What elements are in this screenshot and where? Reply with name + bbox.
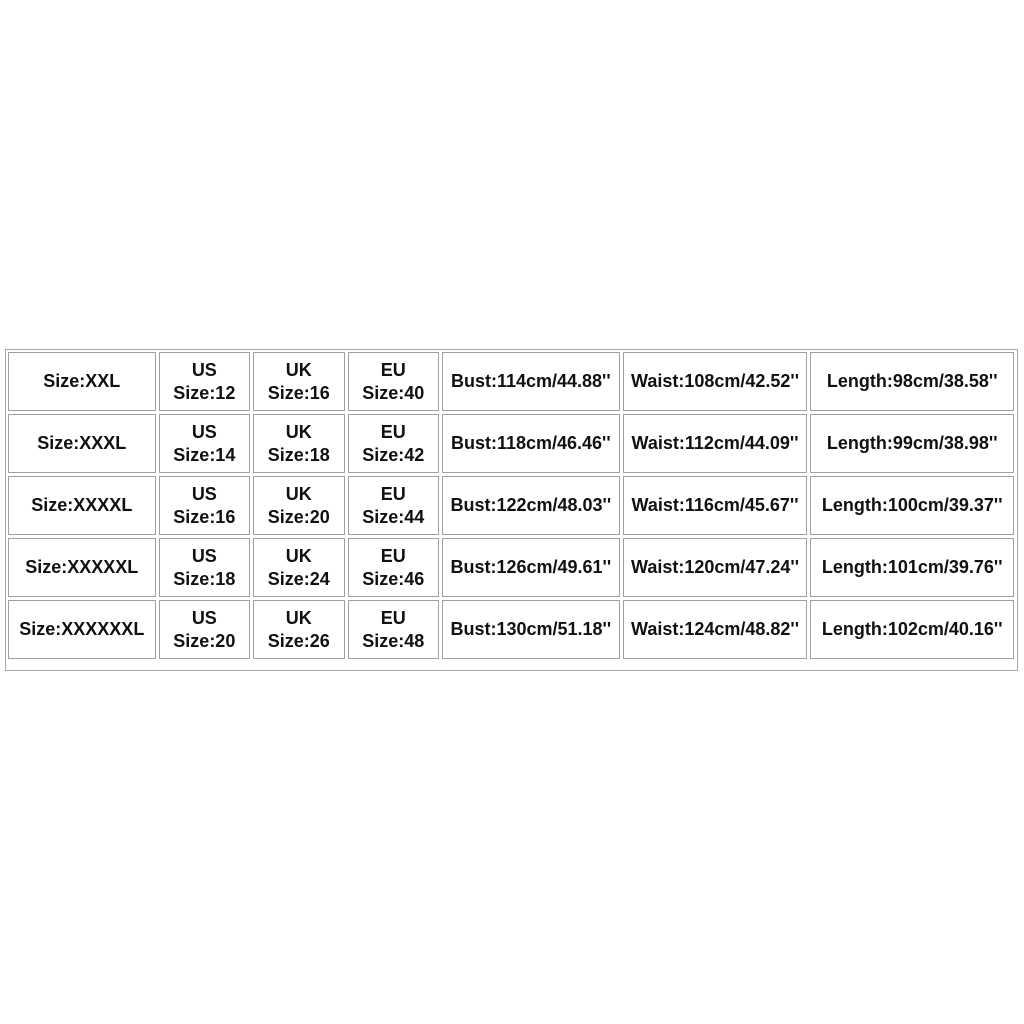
uk-size-cell [253, 352, 344, 411]
us-label: US [191, 359, 217, 380]
table-row [8, 414, 1014, 473]
us-size-cell [159, 600, 250, 659]
length-cell: Length:98cm/38.58'' [810, 352, 1014, 411]
us-size-cell [159, 352, 250, 411]
uk-label: UK [285, 359, 312, 380]
table-row [8, 352, 1014, 411]
uk-label: UK [285, 607, 312, 628]
uk-size-cell [253, 538, 344, 597]
size-label-cell: Size:XXXL [8, 414, 156, 473]
eu-size-value: Size:48 [362, 630, 425, 651]
uk-label: UK [285, 483, 312, 504]
eu-size-cell [348, 600, 439, 659]
length-cell: Length:102cm/40.16'' [810, 600, 1014, 659]
uk-size-value: Size:26 [267, 630, 330, 651]
us-size-cell [159, 476, 250, 535]
waist-cell: Waist:112cm/44.09'' [623, 414, 808, 473]
table-row [8, 600, 1014, 659]
us-label: US [191, 607, 217, 628]
bust-cell: Bust:126cm/49.61'' [442, 538, 620, 597]
us-size-value: Size:16 [173, 506, 236, 527]
uk-size-cell [253, 476, 344, 535]
waist-cell: Waist:116cm/45.67'' [623, 476, 808, 535]
uk-label: UK [285, 421, 312, 442]
uk-size-value: Size:16 [267, 382, 330, 403]
uk-size-cell [253, 414, 344, 473]
eu-size-value: Size:46 [362, 568, 425, 589]
size-label-cell: Size:XXXXXL [8, 538, 156, 597]
us-size-cell [159, 538, 250, 597]
uk-size-cell [253, 600, 344, 659]
us-size-value: Size:12 [173, 382, 236, 403]
uk-size-value: Size:24 [267, 568, 330, 589]
eu-size-value: Size:42 [362, 444, 425, 465]
size-label-cell: Size:XXL [8, 352, 156, 411]
eu-label: EU [380, 607, 406, 628]
table-row [8, 476, 1014, 535]
waist-cell: Waist:108cm/42.52'' [623, 352, 808, 411]
size-table [5, 349, 1017, 662]
bust-cell: Bust:130cm/51.18'' [442, 600, 620, 659]
bust-cell: Bust:118cm/46.46'' [442, 414, 620, 473]
bust-cell: Bust:122cm/48.03'' [442, 476, 620, 535]
bust-cell: Bust:114cm/44.88'' [442, 352, 620, 411]
length-cell: Length:100cm/39.37'' [810, 476, 1014, 535]
eu-size-cell [348, 538, 439, 597]
eu-size-cell [348, 414, 439, 473]
size-label-cell: Size:XXXXXXL [8, 600, 156, 659]
table-row [8, 538, 1014, 597]
us-size-value: Size:18 [173, 568, 236, 589]
us-size-value: Size:20 [173, 630, 236, 651]
uk-size-value: Size:20 [267, 506, 330, 527]
eu-size-cell [348, 352, 439, 411]
us-label: US [191, 421, 217, 442]
us-label: US [191, 483, 217, 504]
us-size-value: Size:14 [173, 444, 236, 465]
eu-size-cell [348, 476, 439, 535]
eu-label: EU [380, 483, 406, 504]
uk-size-value: Size:18 [267, 444, 330, 465]
length-cell: Length:101cm/39.76'' [810, 538, 1014, 597]
eu-label: EU [380, 421, 406, 442]
size-label-cell: Size:XXXXL [8, 476, 156, 535]
eu-label: EU [380, 545, 406, 566]
eu-label: EU [380, 359, 406, 380]
uk-label: UK [285, 545, 312, 566]
waist-cell: Waist:120cm/47.24'' [623, 538, 808, 597]
eu-size-value: Size:44 [362, 506, 425, 527]
waist-cell: Waist:124cm/48.82'' [623, 600, 808, 659]
length-cell: Length:99cm/38.98'' [810, 414, 1014, 473]
size-chart [5, 349, 1018, 671]
eu-size-value: Size:40 [362, 382, 425, 403]
us-label: US [191, 545, 217, 566]
us-size-cell [159, 414, 250, 473]
